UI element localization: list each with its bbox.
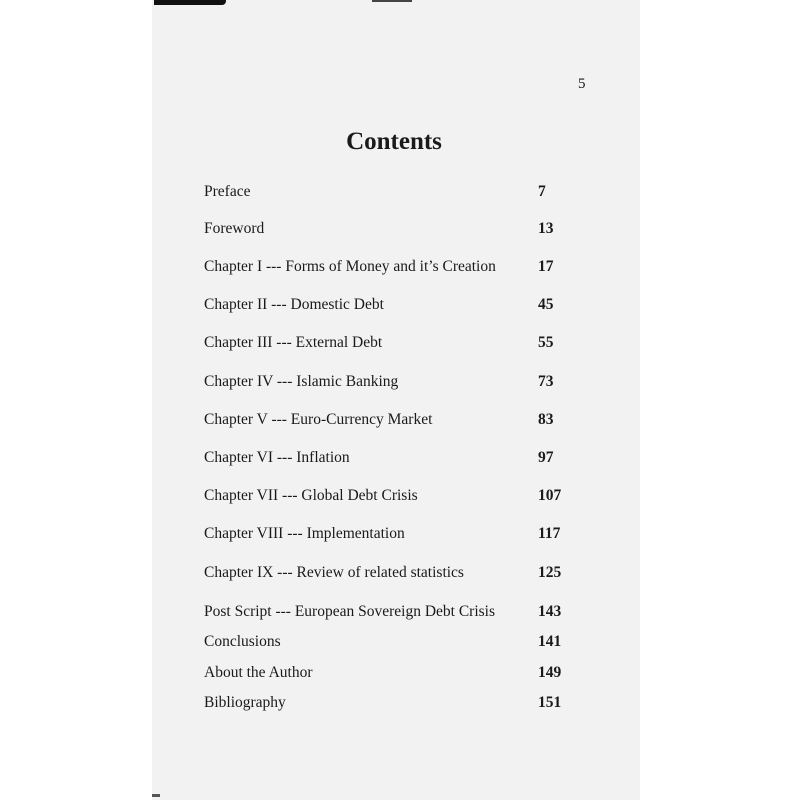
page-title: Contents (346, 128, 442, 155)
toc-entry-chapter-3 (204, 331, 564, 355)
toc-entry-page: 17 (538, 258, 554, 275)
toc-entry-page: 149 (538, 664, 562, 681)
toc-entry-page: 151 (538, 694, 562, 711)
toc-entry-label: Conclusions (204, 633, 281, 650)
toc-entry-page: 107 (538, 487, 562, 504)
toc-entry-label: Chapter IX --- Review of related statistics (204, 564, 464, 581)
toc-entry-label: Chapter IV --- Islamic Banking (204, 373, 399, 390)
toc-entry-page: 83 (538, 411, 554, 428)
toc-entry-foreword (204, 217, 564, 241)
toc-entry-page: 7 (538, 183, 546, 200)
page-number: 5 (578, 76, 586, 92)
toc-entry-label: Chapter I --- Forms of Money and it’s Creation (204, 258, 496, 275)
toc-entry-chapter-8 (204, 522, 564, 546)
toc-entry-page: 125 (538, 564, 562, 581)
toc-entry-page: 55 (538, 334, 554, 351)
toc-entry-label: Chapter II --- Domestic Debt (204, 296, 384, 313)
toc-entry-conclusions (204, 630, 564, 654)
toc-entry-page: 141 (538, 633, 562, 650)
toc-entry-label: Preface (204, 183, 251, 200)
toc-entry-page: 73 (538, 373, 554, 390)
toc-entry-chapter-5 (204, 408, 564, 432)
toc-entry-page: 143 (538, 603, 562, 620)
toc-entry-chapter-2 (204, 293, 564, 317)
toc-entry-post-script (204, 600, 564, 624)
toc-entry-label: About the Author (204, 664, 313, 681)
toc-entry-chapter-6 (204, 446, 564, 470)
toc-entry-preface (204, 180, 564, 204)
toc-entry-page: 97 (538, 449, 554, 466)
toc-entry-page: 13 (538, 220, 554, 237)
toc-entry-label: Chapter VI --- Inflation (204, 449, 350, 466)
toc-entry-label: Chapter VIII --- Implementation (204, 525, 405, 542)
book-page (152, 0, 640, 800)
toc-entry-chapter-9 (204, 561, 564, 585)
toc-entry-label: Chapter VII --- Global Debt Crisis (204, 487, 418, 504)
toc-entry-page: 45 (538, 296, 554, 313)
scan-edge-mark (154, 0, 226, 5)
toc-entry-bibliography (204, 691, 564, 715)
scan-edge-mark (372, 0, 412, 2)
scan-edge-mark (152, 794, 160, 797)
toc-entry-chapter-4 (204, 370, 564, 394)
toc-entry-page: 117 (538, 525, 561, 542)
toc-entry-chapter-1 (204, 255, 564, 279)
toc-entry-label: Foreword (204, 220, 265, 237)
toc-entry-label: Chapter III --- External Debt (204, 334, 383, 351)
toc-entry-label: Chapter V --- Euro-Currency Market (204, 411, 433, 428)
toc-entry-chapter-7 (204, 484, 564, 508)
toc-entry-label: Bibliography (204, 694, 286, 711)
toc-entry-about-author (204, 661, 564, 685)
toc-entry-label: Post Script --- European Sovereign Debt Crisis (204, 603, 496, 620)
